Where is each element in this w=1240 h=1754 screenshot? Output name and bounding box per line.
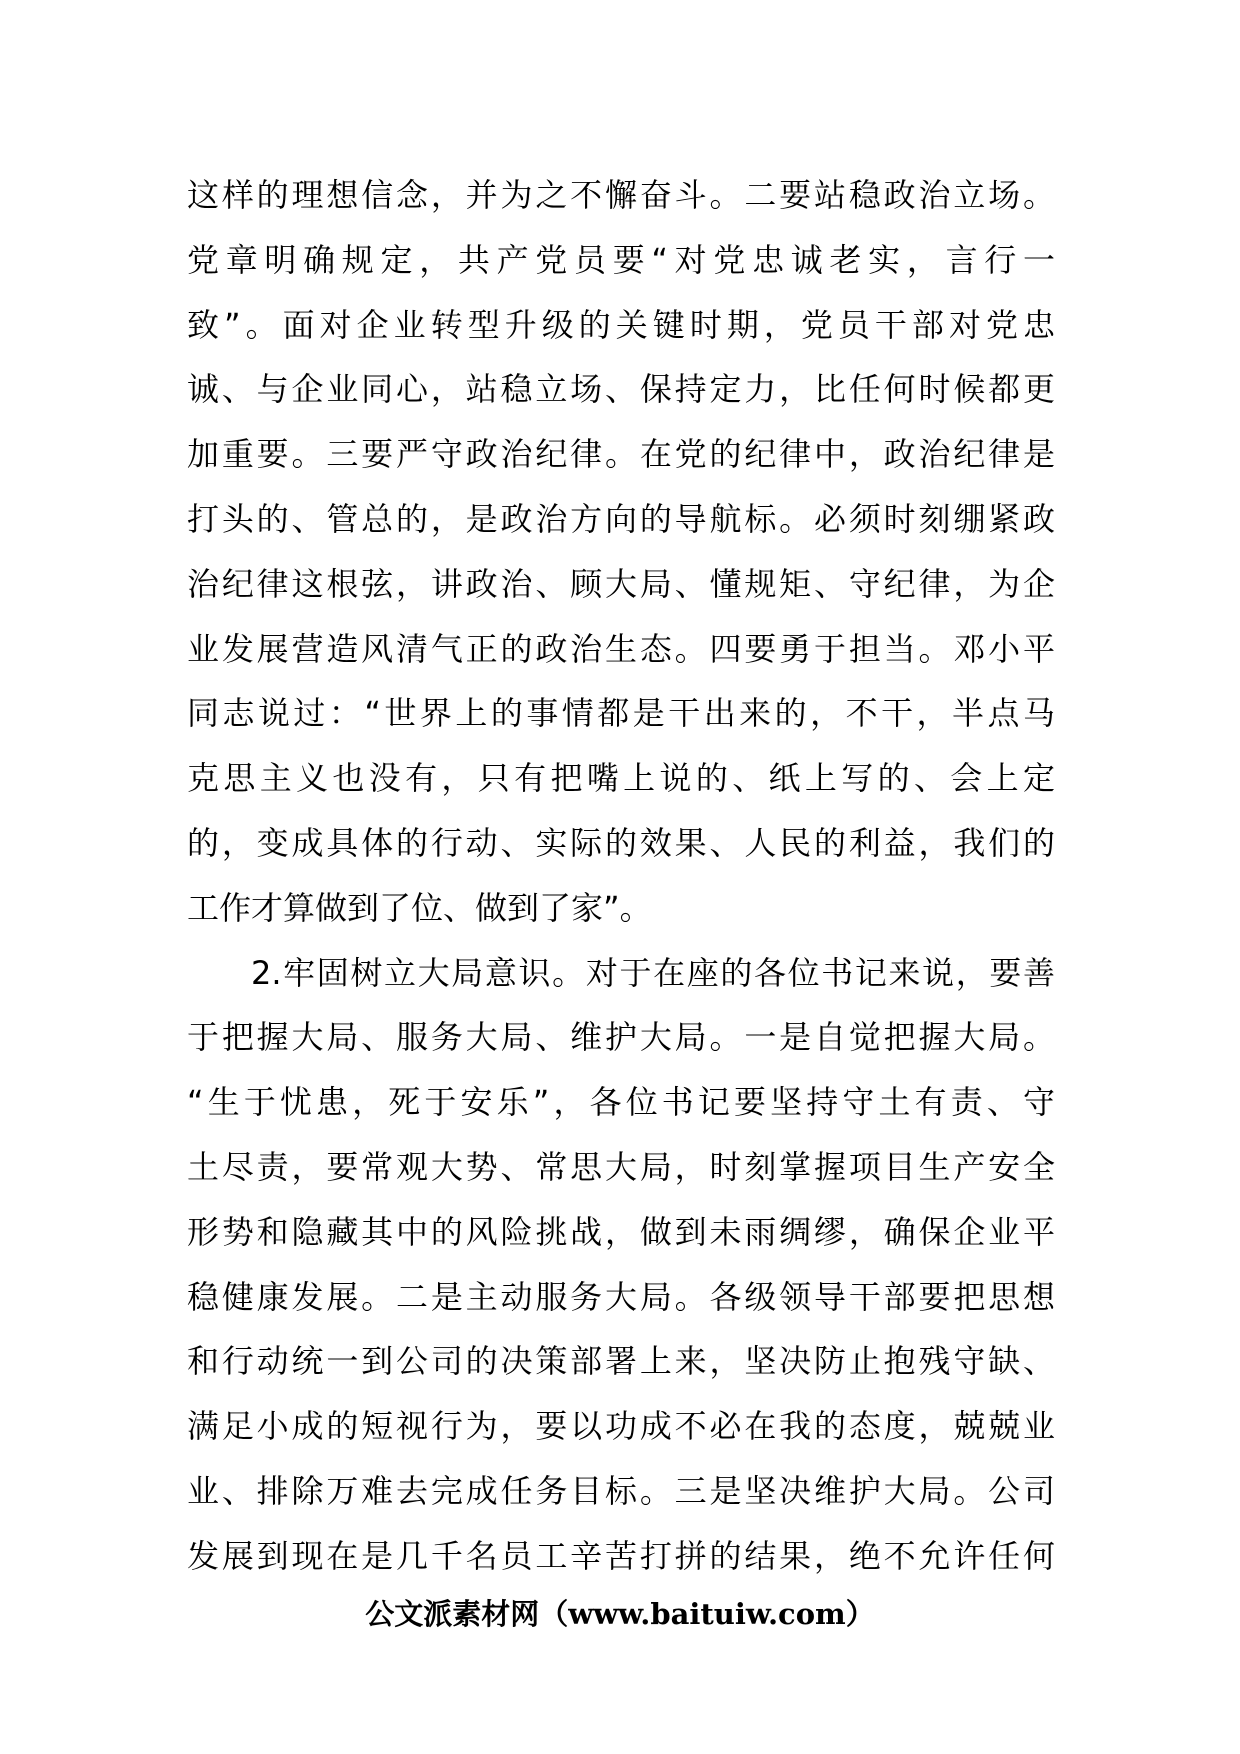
text-line: 克思主义也没有，只有把嘴上说的、纸上写的、会上定 (187, 759, 1055, 798)
text-line: 诚、与企业同心，站稳立场、保持定力，比任何时候都更 (187, 370, 1055, 409)
text-line: 于把握大局、服务大局、维护大局。一是自觉把握大局。 (187, 1018, 1055, 1057)
text-line: 和行动统一到公司的决策部署上来，坚决防止抱残守缺、 (187, 1342, 1055, 1381)
text-line: 加重要。三要严守政治纪律。在党的纪律中，政治纪律是 (187, 435, 1055, 474)
text-line: 发展到现在是几千名员工辛苦打拼的结果，绝不允许任何 (187, 1536, 1055, 1575)
text-line: 2.牢固树立大局意识。对于在座的各位书记来说，要善 (251, 953, 1055, 992)
text-line: 同志说过：“世界上的事情都是干出来的，不干，半点马 (187, 694, 1055, 733)
text-line: 这样的理想信念，并为之不懈奋斗。二要站稳政治立场。 (187, 176, 1055, 214)
text-line: 形势和隐藏其中的风险挑战，做到未雨绸缪，确保企业平 (187, 1212, 1055, 1251)
body-text (187, 163, 1055, 1589)
text-line: 业、排除万难去完成任务目标。三是坚决维护大局。公司 (187, 1471, 1055, 1510)
text-line: 治纪律这根弦，讲政治、顾大局、懂规矩、守纪律，为企 (187, 564, 1055, 603)
text-line: “生于忧患，死于安乐”，各位书记要坚持守土有责、守 (187, 1083, 1055, 1122)
text-line: 工作才算做到了位、做到了家”。 (187, 888, 652, 927)
text-line: 的，变成具体的行动、实际的效果、人民的利益，我们的 (187, 823, 1055, 862)
text-line: 土尽责，要常观大势、常思大局，时刻掌握项目生产安全 (187, 1147, 1055, 1186)
text-line: 满足小成的短视行为，要以功成不必在我的态度，兢兢业 (187, 1407, 1055, 1446)
text-line: 党章明确规定，共产党员要“对党忠诚老实，言行一 (187, 240, 1055, 279)
text-line: 打头的、管总的，是政治方向的导航标。必须时刻绷紧政 (187, 499, 1055, 538)
text-line: 稳健康发展。二是主动服务大局。各级领导干部要把思想 (187, 1277, 1055, 1316)
text-line: 致”。面对企业转型升级的关键时期，党员干部对党忠 (187, 305, 1055, 344)
footer-source: 公文派素材网（www.baituiw.com） (365, 1597, 875, 1631)
text-line: 业发展营造风清气正的政治生态。四要勇于担当。邓小平 (187, 629, 1055, 668)
